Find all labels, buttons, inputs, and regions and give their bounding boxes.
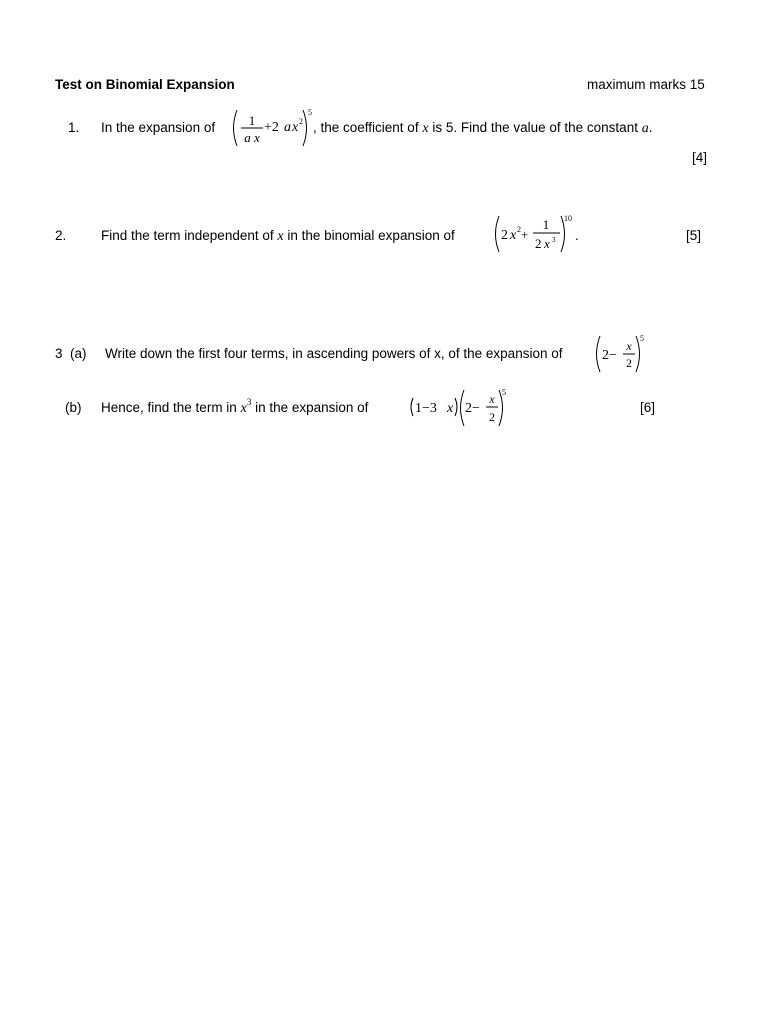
q2-frac-den-coef: 2 xyxy=(535,236,542,251)
q2-frac-den-pow: 3 xyxy=(552,236,556,244)
q1-var: x xyxy=(422,121,429,136)
q3b-text-after: in the expansion of xyxy=(255,400,369,415)
q2-frac-num: 1 xyxy=(542,217,550,232)
q3-number: 3 xyxy=(55,346,63,361)
q3b-frac-num: x xyxy=(489,392,495,406)
q3a-outer-pow: 5 xyxy=(640,334,644,343)
q1-text-after xyxy=(313,120,652,137)
q3b-expression xyxy=(408,386,513,430)
q3a-part: (a) xyxy=(70,346,87,361)
q2-text xyxy=(101,228,455,245)
q2-lead: 2 xyxy=(501,228,508,243)
q1-a: a xyxy=(284,120,291,135)
q3a-text: Write down the first four terms, in ascending powers of x, of the expansion of xyxy=(105,346,563,361)
q2-plus: + xyxy=(521,227,529,242)
q3b-var: x xyxy=(240,401,247,416)
q3b-first-x: x xyxy=(447,401,454,416)
q2-var: x xyxy=(277,229,284,244)
q2-frac-den-x: x xyxy=(544,236,550,251)
q2-text-before: Find the term independent of xyxy=(101,228,274,243)
q3b-marks: [6] xyxy=(640,400,656,415)
q1-period: . xyxy=(648,120,653,135)
q1-frac-den: a x xyxy=(244,130,260,145)
q1-text-after-a: , the coefficient of xyxy=(313,120,419,135)
q1-frac-num: 1 xyxy=(248,113,256,128)
q3a-expression xyxy=(593,332,659,376)
max-marks: maximum marks 15 xyxy=(587,77,705,92)
q2-expression xyxy=(492,211,584,257)
q2-number: 2. xyxy=(55,228,67,243)
q1-number: 1. xyxy=(68,120,80,135)
q3b-text-before: Hence, find the term in xyxy=(101,400,237,415)
q3b-lead: 2− xyxy=(465,401,480,416)
q1-text-after-b: is 5. Find the value of the constant xyxy=(432,120,638,135)
q3a-frac-den: 2 xyxy=(626,356,632,370)
q2-outer-pow: 10 xyxy=(564,214,572,223)
q3a-frac-num: x xyxy=(626,339,632,353)
q3b-first: 1−3 xyxy=(415,401,437,416)
q2-marks: [5] xyxy=(686,228,702,243)
page-title: Test on Binomial Expansion xyxy=(55,77,235,92)
q3b-part: (b) xyxy=(65,400,82,415)
q1-const: a xyxy=(641,121,649,136)
q1-expression xyxy=(228,106,320,150)
q1-plus-term: +2 xyxy=(264,120,279,135)
q1-outer-pow: 5 xyxy=(308,108,312,117)
q2-x: x xyxy=(510,228,517,243)
q3b-frac-den: 2 xyxy=(489,410,495,424)
q2-period: . xyxy=(575,228,579,243)
q1-text-before: In the expansion of xyxy=(101,120,216,135)
q1-marks: [4] xyxy=(692,150,708,165)
q3b-text xyxy=(101,397,369,417)
q2-text-after: in the binomial expansion of xyxy=(287,228,455,243)
q2-x-pow: 2 xyxy=(517,225,521,234)
q3b-var-pow: 3 xyxy=(246,397,252,407)
q1-x: x xyxy=(292,120,299,135)
q1-x-pow: 2 xyxy=(299,117,303,126)
q3b-outer-pow: 5 xyxy=(502,388,506,397)
q3a-lead: 2− xyxy=(602,348,617,363)
